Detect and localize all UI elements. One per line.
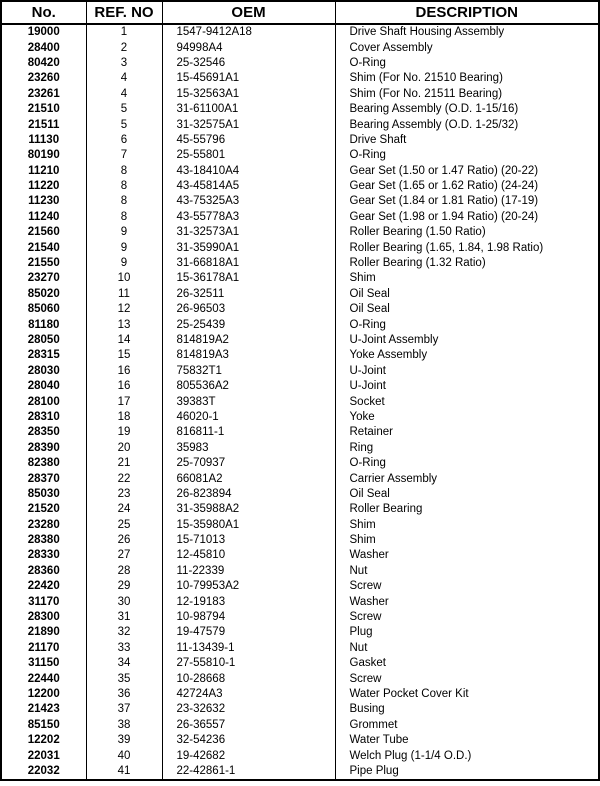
table-row — [1, 641, 599, 656]
description-cell: U-Joint Assembly — [335, 333, 599, 348]
table-row — [1, 579, 599, 594]
part-number-cell: 12202 — [1, 733, 86, 748]
table-row — [1, 117, 599, 132]
part-number-cell: 28300 — [1, 610, 86, 625]
ref-number-cell: 9 — [86, 256, 162, 271]
table-row — [1, 610, 599, 625]
table-row — [1, 656, 599, 671]
table-row — [1, 179, 599, 194]
oem-number-cell: 805536A2 — [162, 379, 335, 394]
oem-number-cell: 31-66818A1 — [162, 256, 335, 271]
oem-number-cell: 26-823894 — [162, 487, 335, 502]
part-number-cell: 28050 — [1, 333, 86, 348]
oem-number-cell: 11-22339 — [162, 564, 335, 579]
oem-number-cell: 1547-9412A18 — [162, 24, 335, 40]
part-number-cell: 21423 — [1, 702, 86, 717]
oem-number-cell: 25-32546 — [162, 56, 335, 71]
part-number-cell: 28400 — [1, 40, 86, 55]
table-row — [1, 625, 599, 640]
oem-number-cell: 10-79953A2 — [162, 579, 335, 594]
table-row — [1, 502, 599, 517]
oem-number-cell: 31-32573A1 — [162, 225, 335, 240]
oem-number-cell: 10-28668 — [162, 671, 335, 686]
ref-number-cell: 5 — [86, 117, 162, 132]
oem-number-cell: 31-61100A1 — [162, 102, 335, 117]
ref-number-cell: 32 — [86, 625, 162, 640]
oem-number-cell: 31-32575A1 — [162, 117, 335, 132]
part-number-cell: 28315 — [1, 348, 86, 363]
part-number-cell: 82380 — [1, 456, 86, 471]
description-cell: Drive Shaft — [335, 133, 599, 148]
table-row — [1, 718, 599, 733]
description-cell: O-Ring — [335, 56, 599, 71]
description-cell: Screw — [335, 610, 599, 625]
description-cell: Yoke Assembly — [335, 348, 599, 363]
oem-number-cell: 12-45810 — [162, 548, 335, 563]
ref-number-cell: 38 — [86, 718, 162, 733]
description-cell: Plug — [335, 625, 599, 640]
part-number-cell: 23280 — [1, 518, 86, 533]
header-row — [1, 1, 599, 24]
part-number-cell: 11220 — [1, 179, 86, 194]
oem-number-cell: 43-55778A3 — [162, 210, 335, 225]
table-row — [1, 671, 599, 686]
part-number-cell: 11210 — [1, 164, 86, 179]
table-row — [1, 102, 599, 117]
part-number-cell: 21511 — [1, 117, 86, 132]
ref-number-cell: 30 — [86, 594, 162, 609]
ref-number-cell: 9 — [86, 225, 162, 240]
ref-number-cell: 25 — [86, 518, 162, 533]
ref-number-cell: 4 — [86, 71, 162, 86]
table-row — [1, 40, 599, 55]
oem-number-cell: 19-47579 — [162, 625, 335, 640]
table-row — [1, 148, 599, 163]
table-row — [1, 225, 599, 240]
part-number-cell: 11130 — [1, 133, 86, 148]
description-cell: Retainer — [335, 425, 599, 440]
description-cell: Grommet — [335, 718, 599, 733]
table-row — [1, 594, 599, 609]
table-row — [1, 210, 599, 225]
ref-number-cell: 20 — [86, 441, 162, 456]
table-row — [1, 410, 599, 425]
table-row — [1, 348, 599, 363]
description-cell: Shim — [335, 271, 599, 286]
description-cell: Bearing Assembly (O.D. 1-15/16) — [335, 102, 599, 117]
header-description: DESCRIPTION — [335, 1, 599, 24]
oem-number-cell: 12-19183 — [162, 594, 335, 609]
ref-number-cell: 6 — [86, 133, 162, 148]
ref-number-cell: 17 — [86, 394, 162, 409]
description-cell: Shim (For No. 21511 Bearing) — [335, 87, 599, 102]
part-number-cell: 21890 — [1, 625, 86, 640]
description-cell: Screw — [335, 579, 599, 594]
part-number-cell: 85020 — [1, 287, 86, 302]
part-number-cell: 31150 — [1, 656, 86, 671]
part-number-cell: 80420 — [1, 56, 86, 71]
description-cell: Busing — [335, 702, 599, 717]
oem-number-cell: 31-35990A1 — [162, 240, 335, 255]
table-row — [1, 364, 599, 379]
description-cell: Water Tube — [335, 733, 599, 748]
table-row — [1, 394, 599, 409]
oem-number-cell: 25-25439 — [162, 317, 335, 332]
description-cell: Roller Bearing — [335, 502, 599, 517]
description-cell: Pipe Plug — [335, 764, 599, 780]
table-row — [1, 456, 599, 471]
description-cell: Drive Shaft Housing Assembly — [335, 24, 599, 40]
oem-number-cell: 32-54236 — [162, 733, 335, 748]
table-row — [1, 748, 599, 763]
table-row — [1, 333, 599, 348]
oem-number-cell: 814819A3 — [162, 348, 335, 363]
oem-number-cell: 15-36178A1 — [162, 271, 335, 286]
description-cell: Ring — [335, 441, 599, 456]
part-number-cell: 12200 — [1, 687, 86, 702]
oem-number-cell: 10-98794 — [162, 610, 335, 625]
ref-number-cell: 19 — [86, 425, 162, 440]
description-cell: Welch Plug (1-1/4 O.D.) — [335, 748, 599, 763]
description-cell: Oil Seal — [335, 287, 599, 302]
part-number-cell: 21510 — [1, 102, 86, 117]
description-cell: Oil Seal — [335, 487, 599, 502]
oem-number-cell: 94998A4 — [162, 40, 335, 55]
ref-number-cell: 31 — [86, 610, 162, 625]
oem-number-cell: 15-45691A1 — [162, 71, 335, 86]
part-number-cell: 28370 — [1, 471, 86, 486]
table-row — [1, 133, 599, 148]
ref-number-cell: 8 — [86, 164, 162, 179]
oem-number-cell: 23-32632 — [162, 702, 335, 717]
oem-number-cell: 15-71013 — [162, 533, 335, 548]
ref-number-cell: 29 — [86, 579, 162, 594]
part-number-cell: 21170 — [1, 641, 86, 656]
table-header — [1, 1, 599, 24]
part-number-cell: 21520 — [1, 502, 86, 517]
description-cell: Socket — [335, 394, 599, 409]
description-cell: Shim (For No. 21510 Bearing) — [335, 71, 599, 86]
part-number-cell: 85150 — [1, 718, 86, 733]
part-number-cell: 22420 — [1, 579, 86, 594]
oem-number-cell: 75832T1 — [162, 364, 335, 379]
ref-number-cell: 41 — [86, 764, 162, 780]
ref-number-cell: 4 — [86, 87, 162, 102]
table-row — [1, 256, 599, 271]
ref-number-cell: 16 — [86, 364, 162, 379]
part-number-cell: 28330 — [1, 548, 86, 563]
description-cell: Washer — [335, 594, 599, 609]
table-row — [1, 271, 599, 286]
ref-number-cell: 39 — [86, 733, 162, 748]
ref-number-cell: 8 — [86, 210, 162, 225]
part-number-cell: 21560 — [1, 225, 86, 240]
oem-number-cell: 42724A3 — [162, 687, 335, 702]
oem-number-cell: 22-42861-1 — [162, 764, 335, 780]
part-number-cell: 31170 — [1, 594, 86, 609]
table-row — [1, 87, 599, 102]
oem-number-cell: 26-36557 — [162, 718, 335, 733]
table-row — [1, 702, 599, 717]
header-ref-no: REF. NO — [86, 1, 162, 24]
oem-number-cell: 11-13439-1 — [162, 641, 335, 656]
ref-number-cell: 33 — [86, 641, 162, 656]
description-cell: Oil Seal — [335, 302, 599, 317]
ref-number-cell: 5 — [86, 102, 162, 117]
table-row — [1, 302, 599, 317]
description-cell: Yoke — [335, 410, 599, 425]
table-row — [1, 194, 599, 209]
part-number-cell: 28390 — [1, 441, 86, 456]
table-row — [1, 379, 599, 394]
ref-number-cell: 22 — [86, 471, 162, 486]
table-row — [1, 71, 599, 86]
ref-number-cell: 15 — [86, 348, 162, 363]
oem-number-cell: 15-32563A1 — [162, 87, 335, 102]
part-number-cell: 23270 — [1, 271, 86, 286]
oem-number-cell: 25-70937 — [162, 456, 335, 471]
part-number-cell: 81180 — [1, 317, 86, 332]
ref-number-cell: 1 — [86, 24, 162, 40]
part-number-cell: 28040 — [1, 379, 86, 394]
ref-number-cell: 27 — [86, 548, 162, 563]
ref-number-cell: 28 — [86, 564, 162, 579]
table-row — [1, 287, 599, 302]
description-cell: Carrier Assembly — [335, 471, 599, 486]
part-number-cell: 21550 — [1, 256, 86, 271]
part-number-cell: 85030 — [1, 487, 86, 502]
oem-number-cell: 15-35980A1 — [162, 518, 335, 533]
description-cell: Bearing Assembly (O.D. 1-25/32) — [335, 117, 599, 132]
ref-number-cell: 23 — [86, 487, 162, 502]
table-row — [1, 425, 599, 440]
oem-number-cell: 43-45814A5 — [162, 179, 335, 194]
part-number-cell: 21540 — [1, 240, 86, 255]
header-no: No. — [1, 1, 86, 24]
ref-number-cell: 2 — [86, 40, 162, 55]
oem-number-cell: 66081A2 — [162, 471, 335, 486]
description-cell: Gear Set (1.84 or 1.81 Ratio) (17-19) — [335, 194, 599, 209]
ref-number-cell: 40 — [86, 748, 162, 763]
oem-number-cell: 43-18410A4 — [162, 164, 335, 179]
ref-number-cell: 16 — [86, 379, 162, 394]
description-cell: Roller Bearing (1.65, 1.84, 1.98 Ratio) — [335, 240, 599, 255]
ref-number-cell: 18 — [86, 410, 162, 425]
ref-number-cell: 10 — [86, 271, 162, 286]
table-row — [1, 471, 599, 486]
ref-number-cell: 9 — [86, 240, 162, 255]
table-row — [1, 487, 599, 502]
description-cell: O-Ring — [335, 148, 599, 163]
ref-number-cell: 12 — [86, 302, 162, 317]
ref-number-cell: 14 — [86, 333, 162, 348]
description-cell: Cover Assembly — [335, 40, 599, 55]
description-cell: Nut — [335, 641, 599, 656]
table-row — [1, 164, 599, 179]
oem-number-cell: 43-75325A3 — [162, 194, 335, 209]
part-number-cell: 28380 — [1, 533, 86, 548]
oem-number-cell: 31-35988A2 — [162, 502, 335, 517]
part-number-cell: 23260 — [1, 71, 86, 86]
part-number-cell: 23261 — [1, 87, 86, 102]
oem-number-cell: 26-96503 — [162, 302, 335, 317]
ref-number-cell: 8 — [86, 194, 162, 209]
table-row — [1, 24, 599, 40]
table-row — [1, 687, 599, 702]
part-number-cell: 22032 — [1, 764, 86, 780]
table-row — [1, 564, 599, 579]
oem-number-cell: 19-42682 — [162, 748, 335, 763]
table-body — [1, 24, 599, 780]
ref-number-cell: 36 — [86, 687, 162, 702]
description-cell: Gear Set (1.50 or 1.47 Ratio) (20-22) — [335, 164, 599, 179]
oem-number-cell: 46020-1 — [162, 410, 335, 425]
ref-number-cell: 34 — [86, 656, 162, 671]
part-number-cell: 28360 — [1, 564, 86, 579]
description-cell: Gear Set (1.98 or 1.94 Ratio) (20-24) — [335, 210, 599, 225]
ref-number-cell: 24 — [86, 502, 162, 517]
table-row — [1, 533, 599, 548]
description-cell: Gasket — [335, 656, 599, 671]
ref-number-cell: 21 — [86, 456, 162, 471]
description-cell: Washer — [335, 548, 599, 563]
oem-number-cell: 816811-1 — [162, 425, 335, 440]
description-cell: Roller Bearing (1.32 Ratio) — [335, 256, 599, 271]
description-cell: Nut — [335, 564, 599, 579]
table-row — [1, 733, 599, 748]
part-number-cell: 85060 — [1, 302, 86, 317]
oem-number-cell: 27-55810-1 — [162, 656, 335, 671]
ref-number-cell: 26 — [86, 533, 162, 548]
table-row — [1, 240, 599, 255]
oem-number-cell: 26-32511 — [162, 287, 335, 302]
header-oem: OEM — [162, 1, 335, 24]
table-row — [1, 317, 599, 332]
ref-number-cell: 8 — [86, 179, 162, 194]
part-number-cell: 80190 — [1, 148, 86, 163]
oem-number-cell: 35983 — [162, 441, 335, 456]
description-cell: Shim — [335, 533, 599, 548]
table-row — [1, 518, 599, 533]
description-cell: Water Pocket Cover Kit — [335, 687, 599, 702]
table-row — [1, 441, 599, 456]
description-cell: Gear Set (1.65 or 1.62 Ratio) (24-24) — [335, 179, 599, 194]
part-number-cell: 11240 — [1, 210, 86, 225]
table-row — [1, 548, 599, 563]
table-row — [1, 56, 599, 71]
part-number-cell: 19000 — [1, 24, 86, 40]
ref-number-cell: 13 — [86, 317, 162, 332]
table-row — [1, 764, 599, 780]
part-number-cell: 28350 — [1, 425, 86, 440]
description-cell: U-Joint — [335, 364, 599, 379]
oem-number-cell: 45-55796 — [162, 133, 335, 148]
description-cell: Roller Bearing (1.50 Ratio) — [335, 225, 599, 240]
ref-number-cell: 37 — [86, 702, 162, 717]
part-number-cell: 28030 — [1, 364, 86, 379]
oem-number-cell: 814819A2 — [162, 333, 335, 348]
description-cell: O-Ring — [335, 317, 599, 332]
description-cell: Screw — [335, 671, 599, 686]
description-cell: U-Joint — [335, 379, 599, 394]
description-cell: Shim — [335, 518, 599, 533]
part-number-cell: 22440 — [1, 671, 86, 686]
ref-number-cell: 7 — [86, 148, 162, 163]
part-number-cell: 28100 — [1, 394, 86, 409]
ref-number-cell: 3 — [86, 56, 162, 71]
part-number-cell: 28310 — [1, 410, 86, 425]
description-cell: O-Ring — [335, 456, 599, 471]
part-number-cell: 22031 — [1, 748, 86, 763]
oem-number-cell: 39383T — [162, 394, 335, 409]
ref-number-cell: 11 — [86, 287, 162, 302]
part-number-cell: 11230 — [1, 194, 86, 209]
oem-number-cell: 25-55801 — [162, 148, 335, 163]
ref-number-cell: 35 — [86, 671, 162, 686]
